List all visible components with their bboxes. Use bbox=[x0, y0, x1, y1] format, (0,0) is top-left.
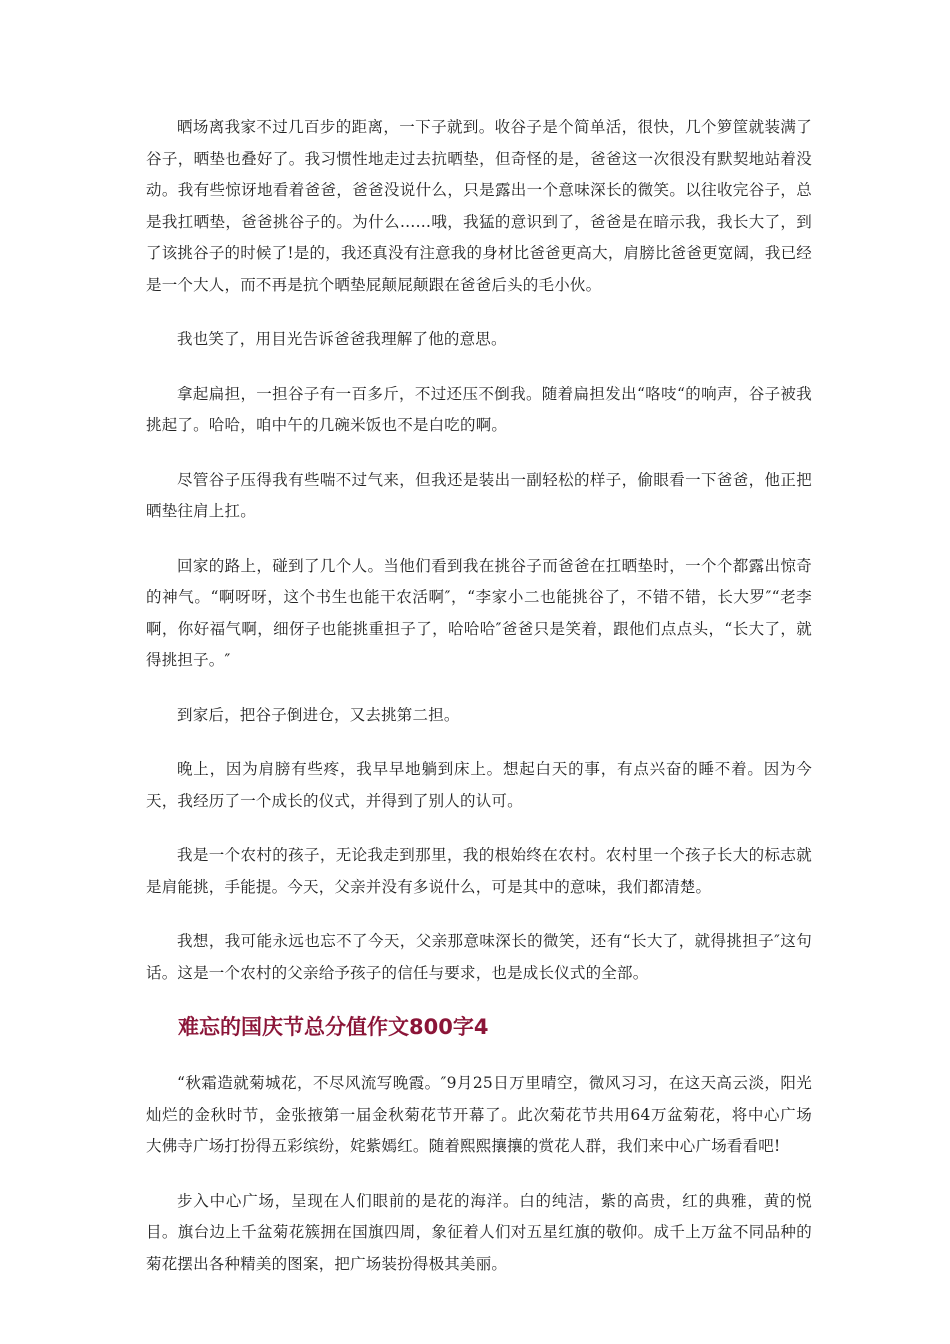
paragraph: 晚上，因为肩膀有些疼，我早早地躺到床上。想起白天的事，有点兴奋的睡不着。因为今天，我经历了一个成长的仪式，并得到了别人的认可。 bbox=[146, 760, 812, 810]
paragraph: 拿起扁担，一担谷子有一百多斤，不过还压不倒我。随着扁担发出“咯吱“的响声，谷子被我挑起了。哈哈，咱中午的几碗米饭也不是白吃的啊。 bbox=[146, 384, 812, 434]
paragraph: 晒场离我家不过几百步的距离，一下子就到。收谷子是个简单活，很快，几个箩筐就装满了谷子，晒垫也叠好了。我习惯性地走过去抗晒垫，但奇怪的是，爸爸这一次很没有默契地站着没动。我有些惊讶地看着爸爸，爸爸没说什么，只是露出一个意味深长的微笑。以往收完谷子，总是我扛晒垫，爸爸挑谷子的。为什么……哦，我猛的意识到了，爸爸是在暗示我，我长大了，到了该挑谷子的时候了!是的，我还真没有注意我的身材比爸爸更高大，肩膀比爸爸更宽阔，我已经是一个大人，而不再是抗个晒垫屁颠屁颠跟在爸爸后头的毛小伙。 bbox=[146, 118, 812, 294]
paragraph: 步入中心广场，呈现在人们眼前的是花的海洋。白的纯洁，紫的高贵，红的典雅，黄的悦目。旗台边上千盆菊花簇拥在国旗四周，象征着人们对五星红旗的敬仰。成千上万盆不同品种的菊花摆出各种精美的图案，把广场装扮得极其美丽。 bbox=[146, 1191, 812, 1273]
paragraph: “秋霜造就菊城花，不尽风流写晚霞。″9月25日万里晴空，微风习习，在这天高云淡，阳光灿烂的金秋时节，金张掖第一届金秋菊花节开幕了。此次菊花节共用64万盆菊花，将中心广场 大佛寺广场打扮得五彩缤纷，姹紫嫣红。随着熙熙攘攘的赏花人群，我们来中心广场看看吧! bbox=[146, 1074, 812, 1155]
paragraph: 我想，我可能永远也忘不了今天，父亲那意味深长的微笑，还有“长大了，就得挑担子″这句话。这是一个农村的父亲给予孩子的信任与要求，也是成长仪式的全部。 bbox=[146, 932, 812, 982]
section-heading: 难忘的国庆节总分值作文800字4 bbox=[178, 1015, 489, 1039]
paragraph: 尽管谷子压得我有些喘不过气来，但我还是装出一副轻松的样子，偷眼看一下爸爸，他正把晒垫往肩上扛。 bbox=[146, 470, 812, 520]
paragraph: 我也笑了，用目光告诉爸爸我理解了他的意思。 bbox=[177, 330, 507, 348]
paragraph: 到家后，把谷子倒进仓，又去挑第二担。 bbox=[177, 705, 460, 724]
paragraph: 回家的路上，碰到了几个人。当他们看到我在挑谷子而爸爸在扛晒垫时，一个个都露出惊奇的神气。“啊呀呀，这个书生也能干农活啊″，“李家小二也能挑谷了，不错不错，长大罗″“老李啊，你好福气啊，细伢子也能挑重担子了，哈哈哈″爸爸只是笑着，跟他们点点头，“长大了，就得挑担子。″ bbox=[146, 556, 812, 669]
paragraph: 我是一个农村的孩子，无论我走到那里，我的根始终在农村。农村里一个孩子长大的标志就是肩能挑，手能提。今天，父亲并没有多说什么，可是其中的意味，我们都清楚。 bbox=[146, 846, 812, 896]
document-body bbox=[146, 112, 812, 1303]
